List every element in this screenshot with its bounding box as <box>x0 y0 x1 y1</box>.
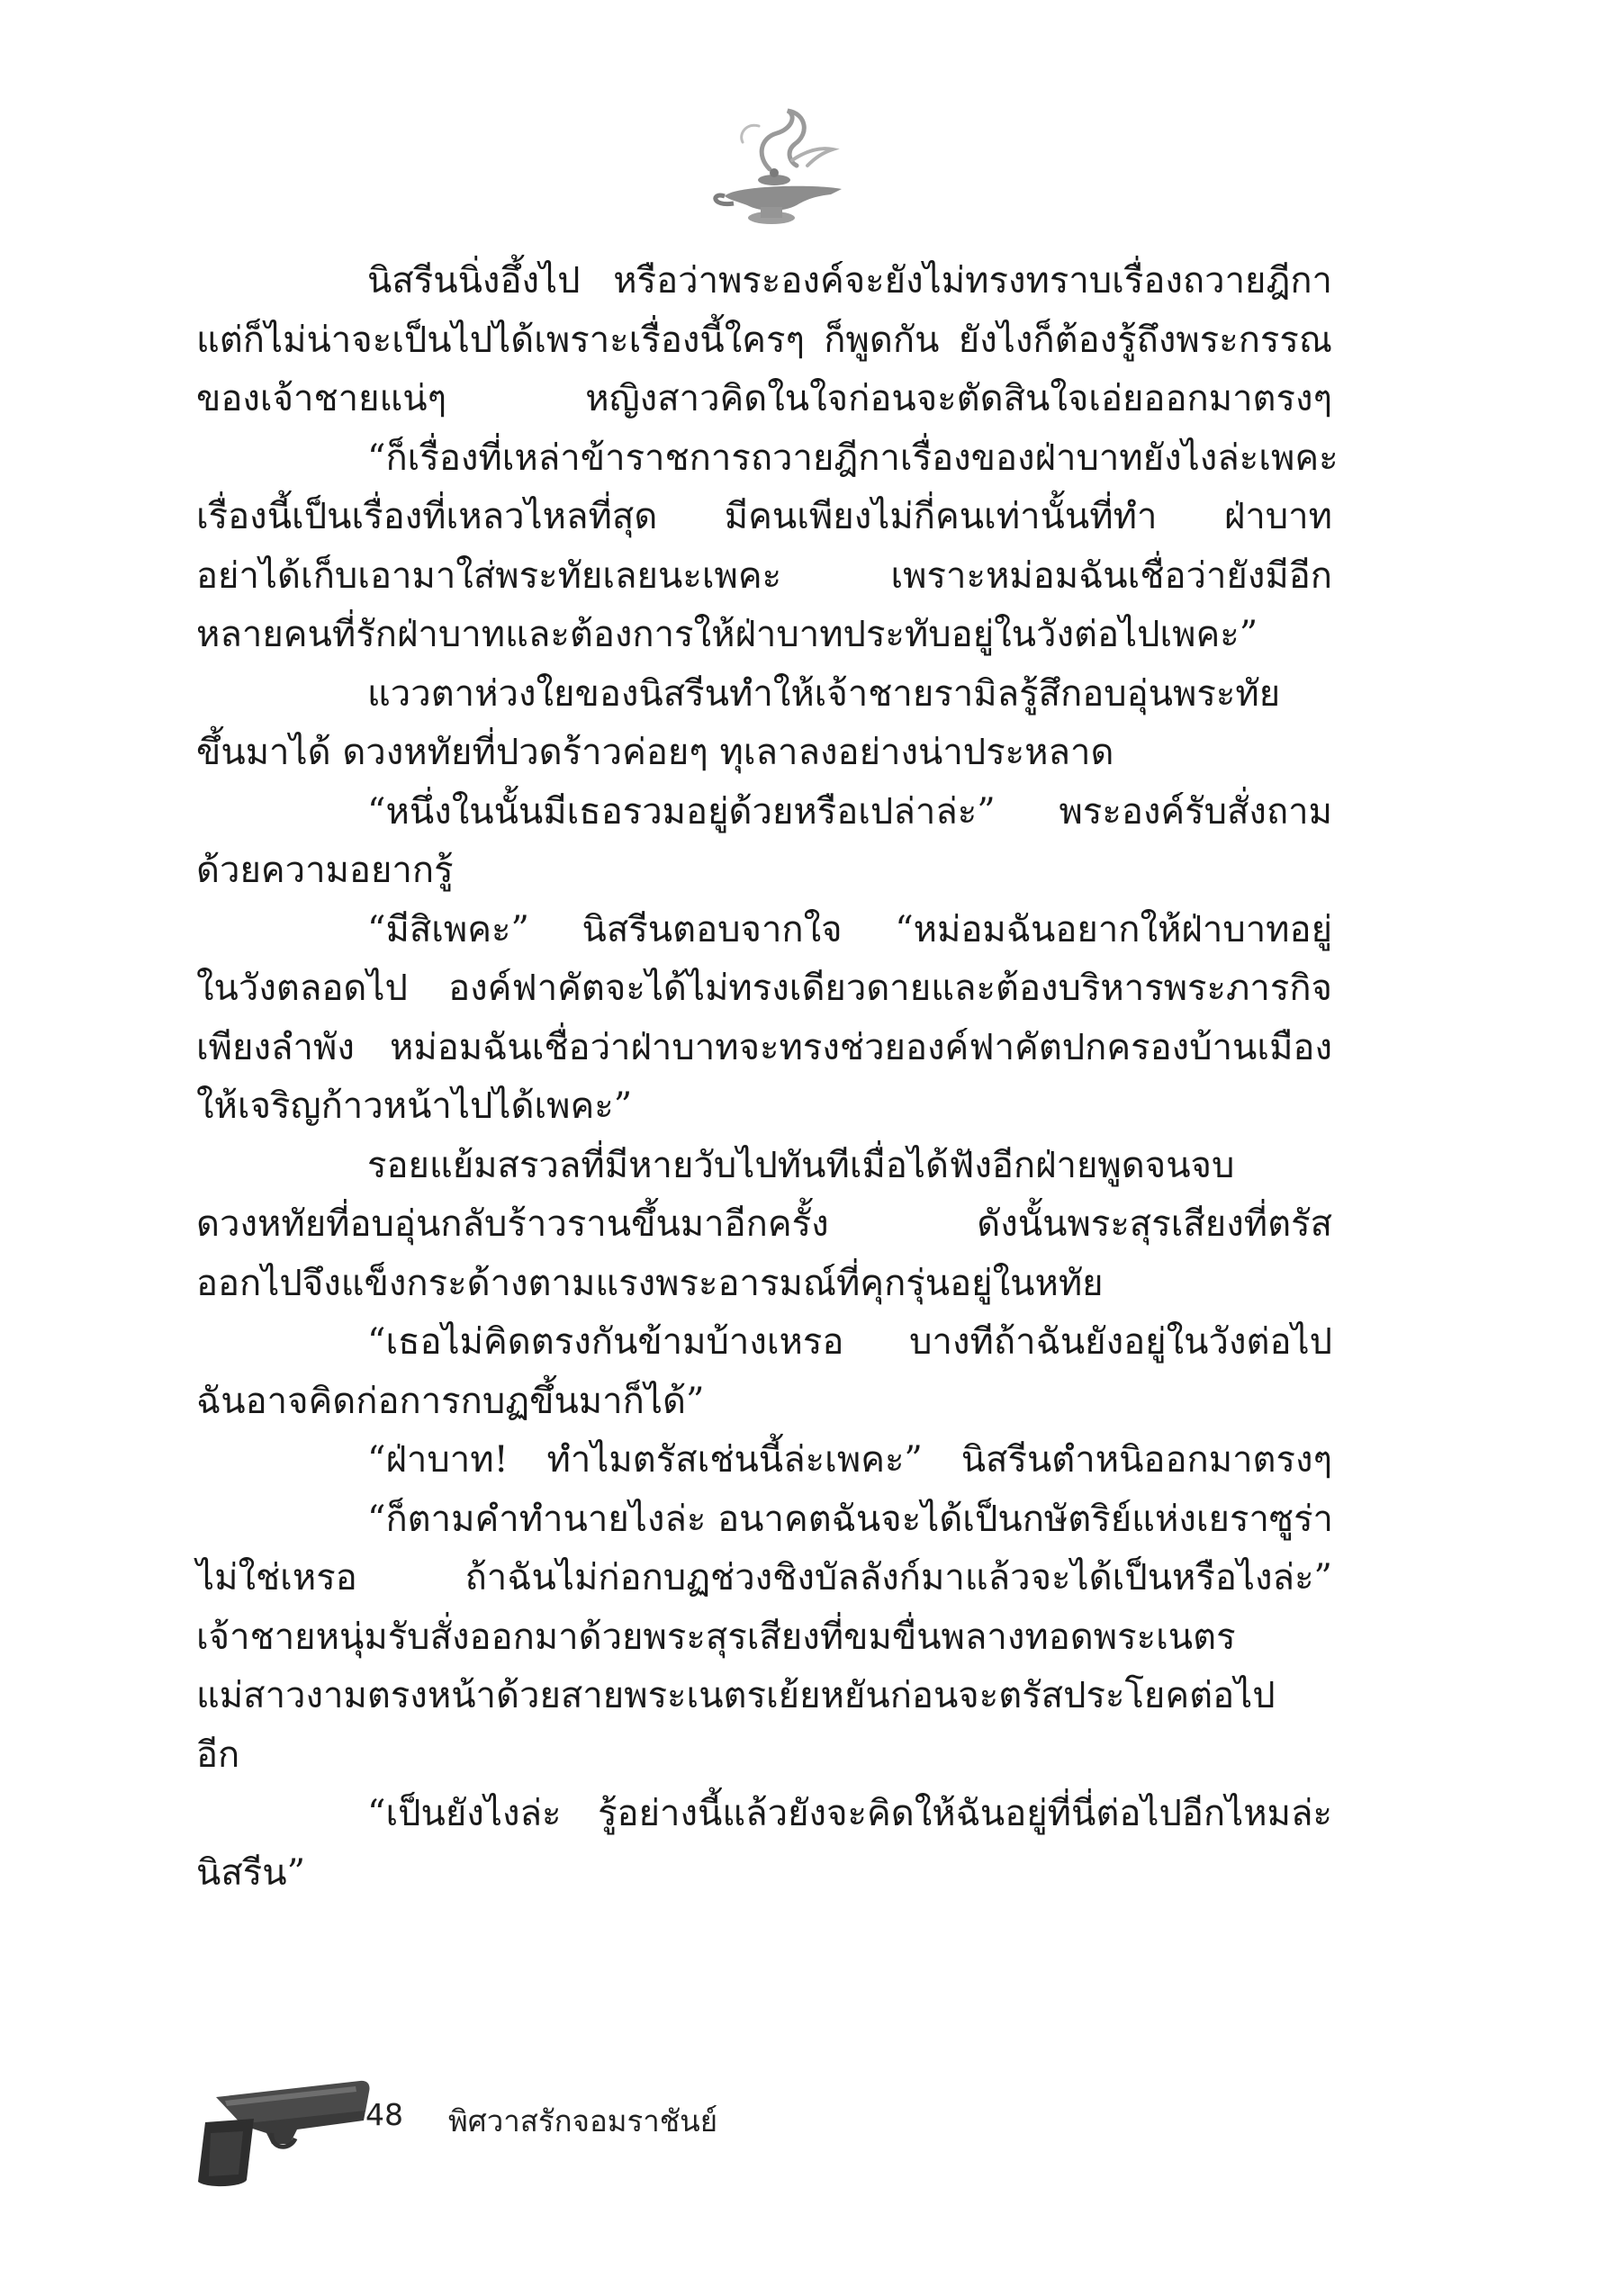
handgun-icon <box>189 2061 378 2196</box>
text-line: ด้วยความอยากรู้ <box>196 850 454 891</box>
text-line: แววตาห่วงใยของนิสรีนทำให้เจ้าชายรามิลรู้สึกอบอุ่นพระทัย <box>367 672 1281 715</box>
page-number: 48 <box>365 2097 403 2132</box>
text-line: รอยแย้มสรวลที่มีหายวับไปทันทีเมื่อได้ฟังอีกฝ่ายพูดจนจบ <box>367 1144 1235 1186</box>
text-line: “ก็ตามคำทำนายไงล่ะ อนาคตฉันจะได้เป็นกษัตริย์แห่งเยราซูร่า <box>367 1498 1334 1540</box>
text-line: อย่าได้เก็บเอามาใส่พระทัยเลยนะเพคะ เพราะหม่อมฉันเชื่อว่ายังมีอีก <box>196 554 1332 597</box>
text-line: แต่ก็ไม่น่าจะเป็นไปได้เพราะเรื่องนี้ใครๆ ก็พูดกัน ยังไงก็ต้องรู้ถึงพระกรรณ <box>196 319 1332 361</box>
text-line: “เป็นยังไงล่ะ รู้อย่างนี้แล้วยังจะคิดให้ฉันอยู่ที่นี่ต่อไปอีกไหมล่ะ <box>367 1793 1332 1834</box>
text-line: แม่สาวงามตรงหน้าด้วยสายพระเนตรเย้ยหยันก่อนจะตรัสประโยคต่อไป <box>196 1675 1276 1716</box>
text-line: ขึ้นมาได้ ดวงหทัยที่ปวดร้าวค่อยๆ ทุเลาลงอย่างน่าประหลาด <box>196 732 1114 773</box>
text-line: “มีสิเพคะ” นิสรีนตอบจากใจ “หม่อมฉันอยากให้ฝ่าบาทอยู่ <box>367 908 1332 950</box>
text-line: “เธอไม่คิดตรงกันข้ามบ้างเหรอ บางทีถ้าฉันยังอยู่ในวังต่อไป <box>367 1321 1332 1363</box>
text-line: “ก็เรื่องที่เหล่าข้าราชการถวายฎีกาเรื่องของฝ่าบาทยังไงล่ะเพคะ <box>367 437 1339 479</box>
text-line: นิสรีน” <box>196 1851 306 1894</box>
page-footer <box>189 2061 909 2196</box>
text-line: นิสรีนนิ่งอึ้งไป หรือว่าพระองค์จะยังไม่ทรงทราบเรื่องถวายฎีกา <box>367 260 1332 302</box>
text-line: ไม่ใช่เหรอ ถ้าฉันไม่ก่อกบฏช่วงชิงบัลลังก์มาแล้วจะได้เป็นหรือไงล่ะ” <box>196 1557 1332 1598</box>
text-line: เจ้าชายหนุ่มรับสั่งออกมาด้วยพระสุรเสียงที่ขมขื่นพลางทอดพระเนตร <box>196 1616 1236 1658</box>
text-line: ออกไปจึงแข็งกระด้างตามแรงพระอารมณ์ที่คุกรุ่นอยู่ในหทัย <box>196 1262 1104 1304</box>
magic-lamp-icon <box>707 106 851 232</box>
body-text <box>196 252 1339 1903</box>
text-line: ดวงหทัยที่อบอุ่นกลับร้าวรานขึ้นมาอีกครั้ง ดังนั้นพระสุรเสียงที่ตรัส <box>196 1203 1332 1245</box>
text-line: ในวังตลอดไป องค์ฟาคัตจะได้ไม่ทรงเดียวดายและต้องบริหารพระภารกิจ <box>196 968 1332 1009</box>
text-line: หลายคนที่รักฝ่าบาทและต้องการให้ฝ่าบาทประทับอยู่ในวังต่อไปเพคะ” <box>196 614 1258 655</box>
text-line: ฉันอาจคิดก่อการกบฏขึ้นมาก็ได้” <box>196 1380 705 1422</box>
text-line: ให้เจริญก้าวหน้าไปได้เพคะ” <box>196 1085 633 1127</box>
text-line: เพียงลำพัง หม่อมฉันเชื่อว่าฝ่าบาทจะทรงช่วยองค์ฟาคัตปกครองบ้านเมือง <box>196 1026 1332 1068</box>
text-line: “ฝ่าบาท! ทำไมตรัสเช่นนี้ล่ะเพคะ” นิสรีนตำหนิออกมาตรงๆ <box>367 1439 1332 1481</box>
book-title: พิศวาสรักจอมราชันย์ <box>448 2103 718 2138</box>
text-line: อีก <box>196 1733 240 1776</box>
text-line: เรื่องนี้เป็นเรื่องที่เหลวไหลที่สุด มีคนเพียงไม่กี่คนเท่านั้นที่ทำ ฝ่าบาท <box>196 496 1332 537</box>
text-line: “หนึ่งในนั้นมีเธอรวมอยู่ด้วยหรือเปล่าล่ะ” พระองค์รับสั่งถาม <box>367 790 1332 833</box>
text-line: ของเจ้าชายแน่ๆ หญิงสาวคิดในใจก่อนจะตัดสินใจเอ่ยออกมาตรงๆ <box>196 378 1332 419</box>
